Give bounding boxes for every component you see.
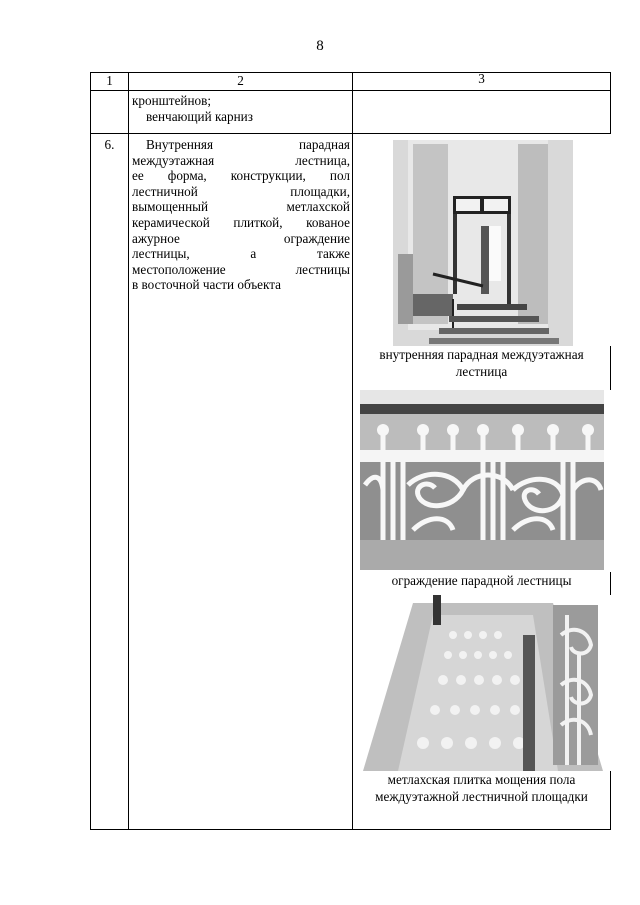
figure-staircase bbox=[353, 134, 610, 380]
description-line: Внутренняя парадная bbox=[146, 137, 350, 152]
caption-line: метлахская плитка мощения пола bbox=[387, 772, 576, 787]
staircase-photo bbox=[353, 134, 611, 346]
figure-railing bbox=[353, 390, 610, 589]
caption-line: внутренняя парадная междуэтажная bbox=[379, 347, 584, 362]
continuation-text-cell bbox=[129, 91, 353, 134]
header-cell-3: 3 bbox=[353, 73, 611, 91]
figure-caption bbox=[353, 346, 610, 380]
header-cell-1: 1 bbox=[91, 73, 129, 91]
caption-line: ограждение парадной лестницы bbox=[391, 573, 572, 588]
continuation-row bbox=[91, 91, 611, 134]
description-line: ажурное ограждение bbox=[132, 230, 350, 246]
continuation-image-cell bbox=[353, 91, 611, 134]
header-row bbox=[91, 73, 611, 91]
description-line: в восточной части объекта bbox=[132, 277, 282, 293]
row-images bbox=[353, 134, 611, 830]
continuation-number-cell bbox=[91, 91, 129, 134]
figure-floor-tiles bbox=[353, 595, 610, 805]
floor-tile-photo bbox=[353, 595, 611, 771]
header-cell-2: 2 bbox=[129, 73, 353, 91]
figure-caption bbox=[353, 771, 610, 805]
description-line: междуэтажная лестница, bbox=[132, 152, 350, 168]
description-line: ее форма, конструкции, пол bbox=[132, 168, 350, 184]
row-description bbox=[129, 134, 353, 830]
caption-line: междуэтажной лестничной площадки bbox=[375, 789, 588, 804]
description-line: вымощенный метлахской bbox=[132, 199, 350, 215]
description-line: лестницы, а также bbox=[132, 246, 350, 262]
continuation-line: кронштейнов; bbox=[132, 93, 212, 108]
figure-caption bbox=[353, 572, 610, 589]
caption-line: лестница bbox=[455, 364, 508, 379]
description-line: лестничной площадки, bbox=[132, 183, 350, 199]
table-row bbox=[91, 134, 611, 830]
description-line: керамической плиткой, кованое bbox=[132, 214, 350, 230]
page-number: 8 bbox=[316, 38, 324, 54]
railing-photo bbox=[353, 390, 611, 572]
continuation-line: венчающий карниз bbox=[146, 108, 253, 124]
description-line: местоположение лестницы bbox=[132, 261, 350, 277]
row-number: 6. bbox=[91, 134, 129, 830]
heritage-table bbox=[90, 72, 611, 830]
